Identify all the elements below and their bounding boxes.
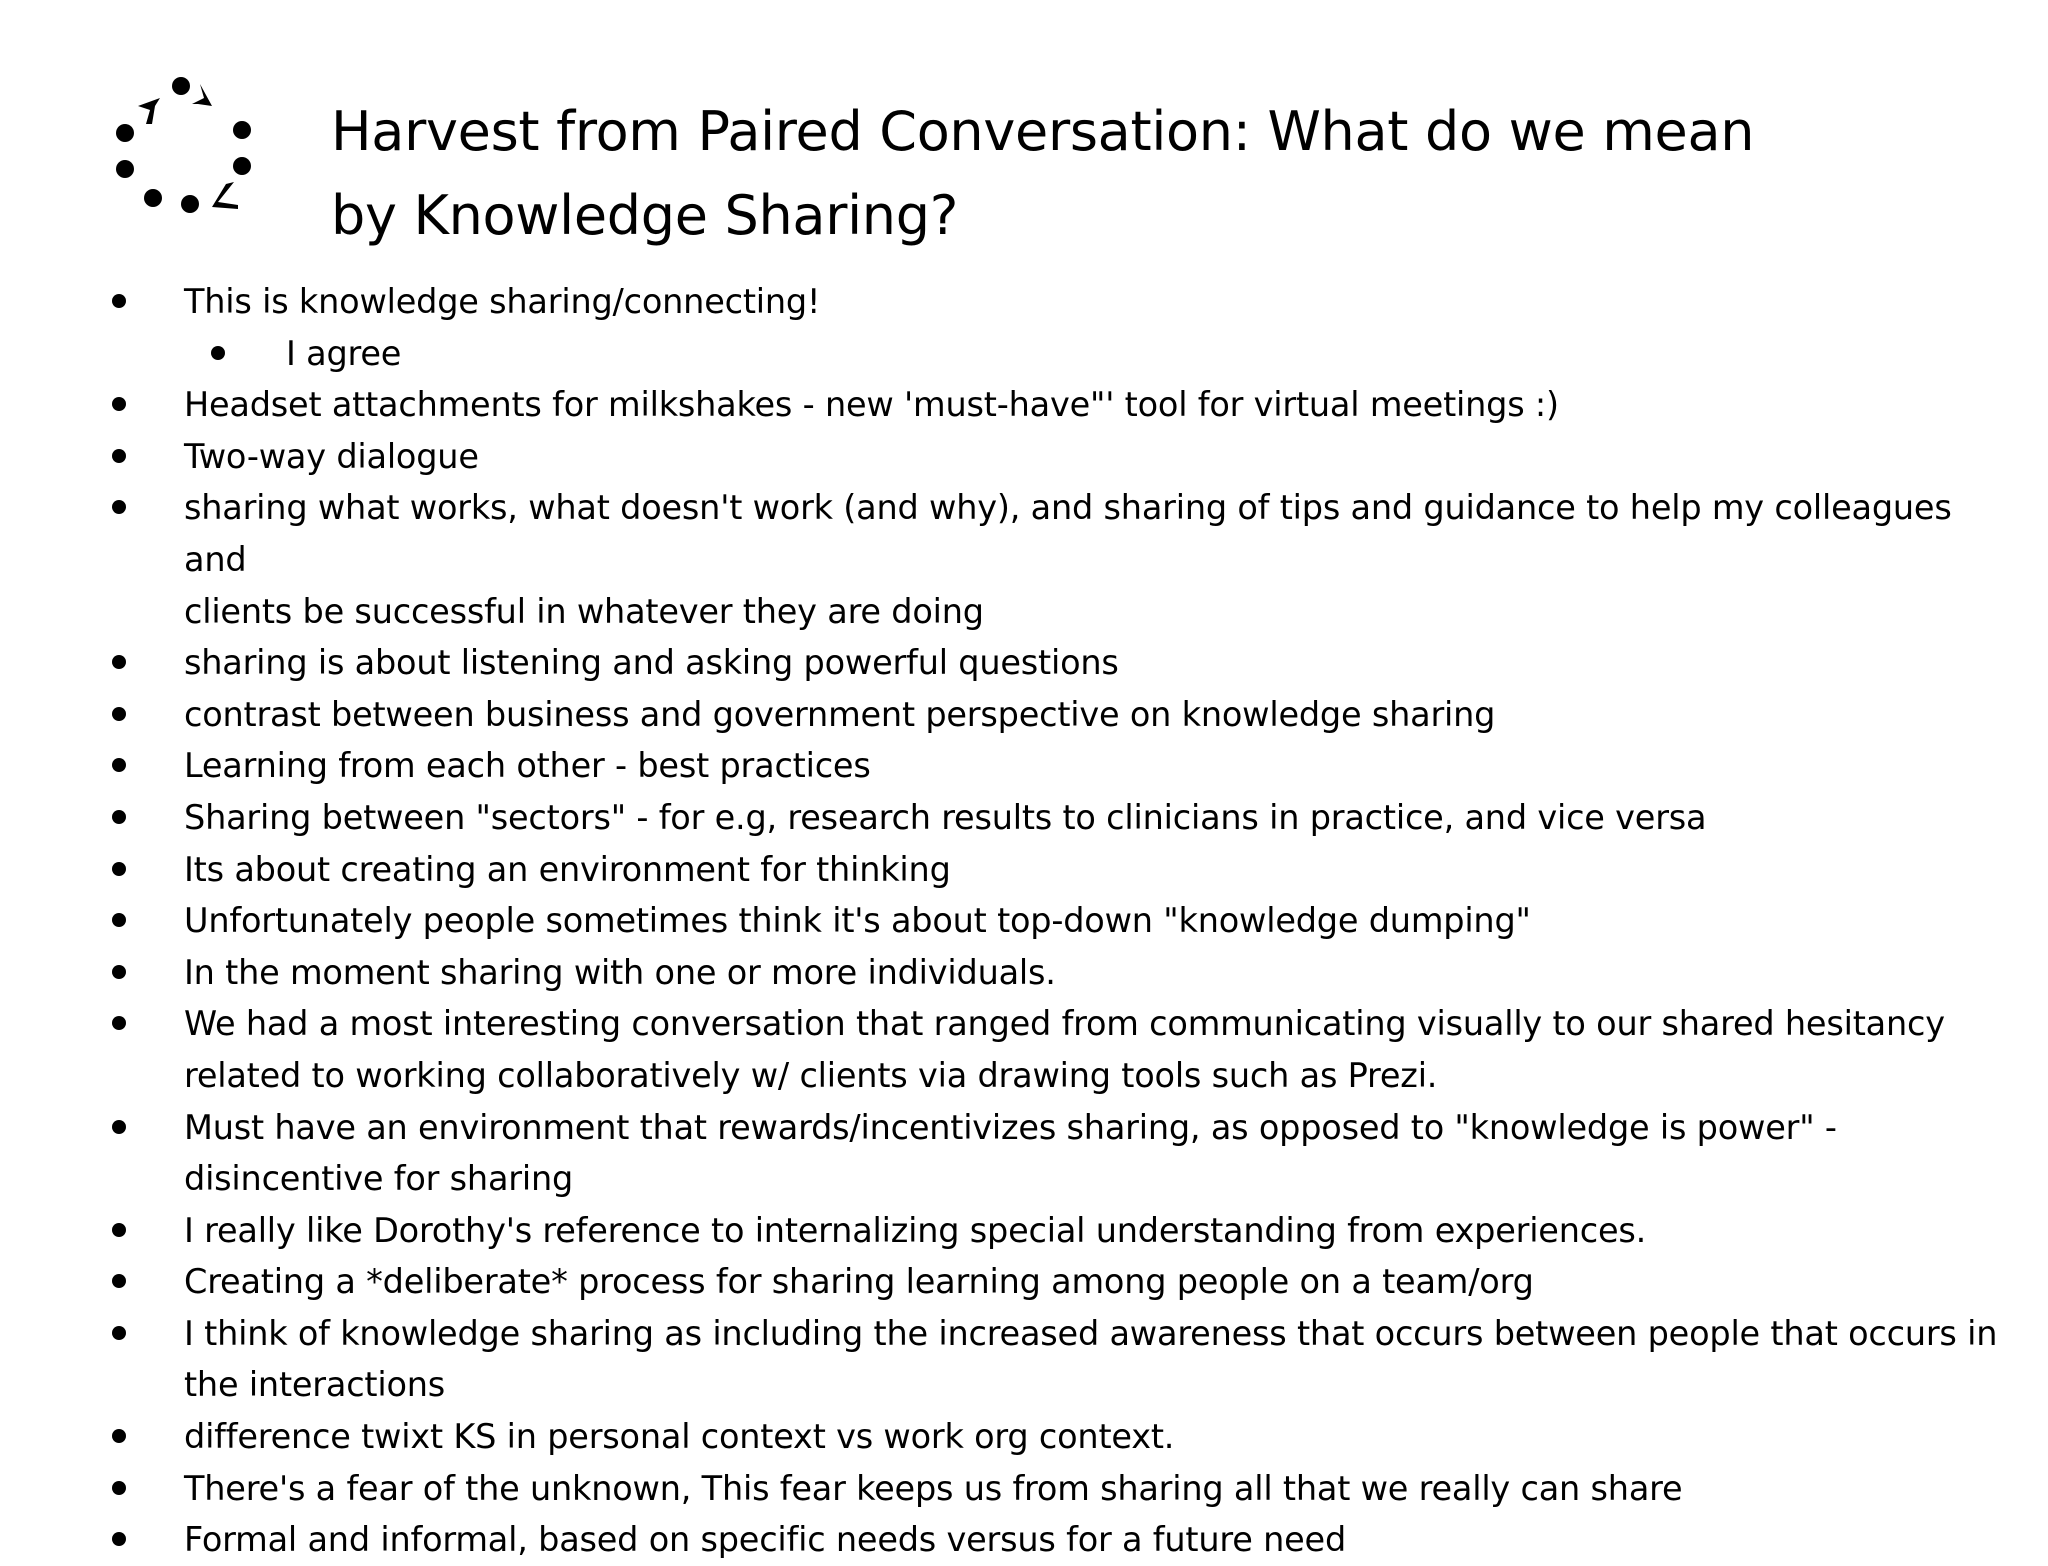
bullet-icon	[112, 1532, 126, 1546]
bullet-icon	[112, 1326, 126, 1340]
list-item-text-continued: disincentive for sharing	[184, 1159, 574, 1199]
list-item-text: sharing what works, what doesn't work (and why), and sharing of tips and guidance to help my colleagues and	[184, 488, 1952, 579]
list-item	[0, 1463, 2048, 1515]
list-item-text: contrast between business and government perspective on knowledge sharing	[184, 694, 1496, 734]
harvest-bullet-list	[0, 276, 2048, 1566]
bullet-icon	[112, 294, 126, 308]
list-item-text: There's a fear of the unknown, This fear keeps us from sharing all that we really can share	[184, 1468, 1683, 1508]
bullet-icon	[112, 1016, 126, 1030]
bullet-icon	[112, 655, 126, 669]
list-item	[0, 998, 2048, 1101]
bullet-icon	[112, 810, 126, 824]
list-item	[0, 276, 2048, 328]
list-item-text-continued: clients be successful in whatever they are doing	[184, 591, 984, 631]
bullet-icon	[112, 965, 126, 979]
bullet-icon	[112, 449, 126, 463]
list-item	[0, 947, 2048, 999]
list-item-text: We had a most interesting conversation that ranged from communicating visually to our shared hesitancy	[184, 1004, 1945, 1044]
bullet-icon	[112, 1429, 126, 1443]
title-line-2: by Knowledge Sharing?	[331, 184, 959, 247]
list-item-text: Learning from each other - best practices	[184, 746, 871, 786]
title-line-1: Harvest from Paired Conversation: What do we mean	[331, 100, 1755, 163]
circle-dots-logo-icon	[108, 70, 258, 220]
list-item	[0, 637, 2048, 689]
list-item-text: Headset attachments for milkshakes - new 'must-have"' tool for virtual meetings :)	[184, 385, 1559, 425]
list-item-text: In the moment sharing with one or more individuals.	[184, 952, 1056, 992]
list-item	[0, 844, 2048, 896]
bullet-icon	[112, 862, 126, 876]
list-item	[0, 1256, 2048, 1308]
list-item-text-continued: related to working collaboratively w/ clients via drawing tools such as Prezi.	[184, 1055, 1438, 1095]
list-item-text: I really like Dorothy's reference to internalizing special understanding from experiences.	[184, 1210, 1647, 1250]
list-item	[0, 1411, 2048, 1463]
list-item-text: This is knowledge sharing/connecting!	[184, 282, 821, 321]
list-item-text: sharing is about listening and asking powerful questions	[184, 643, 1119, 683]
list-item	[0, 379, 2048, 431]
list-item	[0, 1514, 2048, 1566]
bullet-icon	[211, 346, 225, 360]
bullet-icon	[112, 1120, 126, 1134]
list-item	[0, 1205, 2048, 1257]
list-item-text: Must have an environment that rewards/incentivizes sharing, as opposed to "knowledge is power" -	[184, 1107, 1837, 1147]
bullet-icon	[112, 758, 126, 772]
page-title	[331, 90, 1931, 258]
list-item-text: Creating a *deliberate* process for sharing learning among people on a team/org	[184, 1262, 1534, 1302]
list-item-text: difference twixt KS in personal context vs work org context.	[184, 1417, 1175, 1457]
list-item-text: Unfortunately people sometimes think it's about top-down "knowledge dumping"	[184, 901, 1531, 941]
bullet-icon	[112, 1223, 126, 1237]
bullet-icon	[112, 707, 126, 721]
list-item	[0, 792, 2048, 844]
list-item	[0, 740, 2048, 792]
list-item	[0, 482, 2048, 637]
list-item-text: Its about creating an environment for thinking	[184, 849, 951, 889]
list-item-text: I think of knowledge sharing as including the increased awareness that occurs between people that occurs in	[184, 1313, 1998, 1353]
list-item	[0, 1102, 2048, 1205]
list-item-text-continued: the interactions	[184, 1365, 446, 1405]
list-item-text: Two-way dialogue	[184, 436, 479, 476]
list-item	[0, 431, 2048, 483]
bullet-icon	[112, 913, 126, 927]
list-item	[0, 689, 2048, 741]
list-item	[0, 1308, 2048, 1411]
bullet-icon	[112, 397, 126, 411]
list-item-text: Sharing between "sectors" - for e.g, research results to clinicians in practice, and vice versa	[184, 797, 1707, 837]
list-item-text: I agree	[286, 333, 402, 373]
bullet-icon	[112, 500, 126, 514]
bullet-icon	[112, 1481, 126, 1495]
list-item	[0, 895, 2048, 947]
bullet-icon	[112, 1274, 126, 1288]
list-item-text: Formal and informal, based on specific needs versus for a future need	[184, 1520, 1347, 1560]
sub-list-item	[0, 328, 2048, 380]
